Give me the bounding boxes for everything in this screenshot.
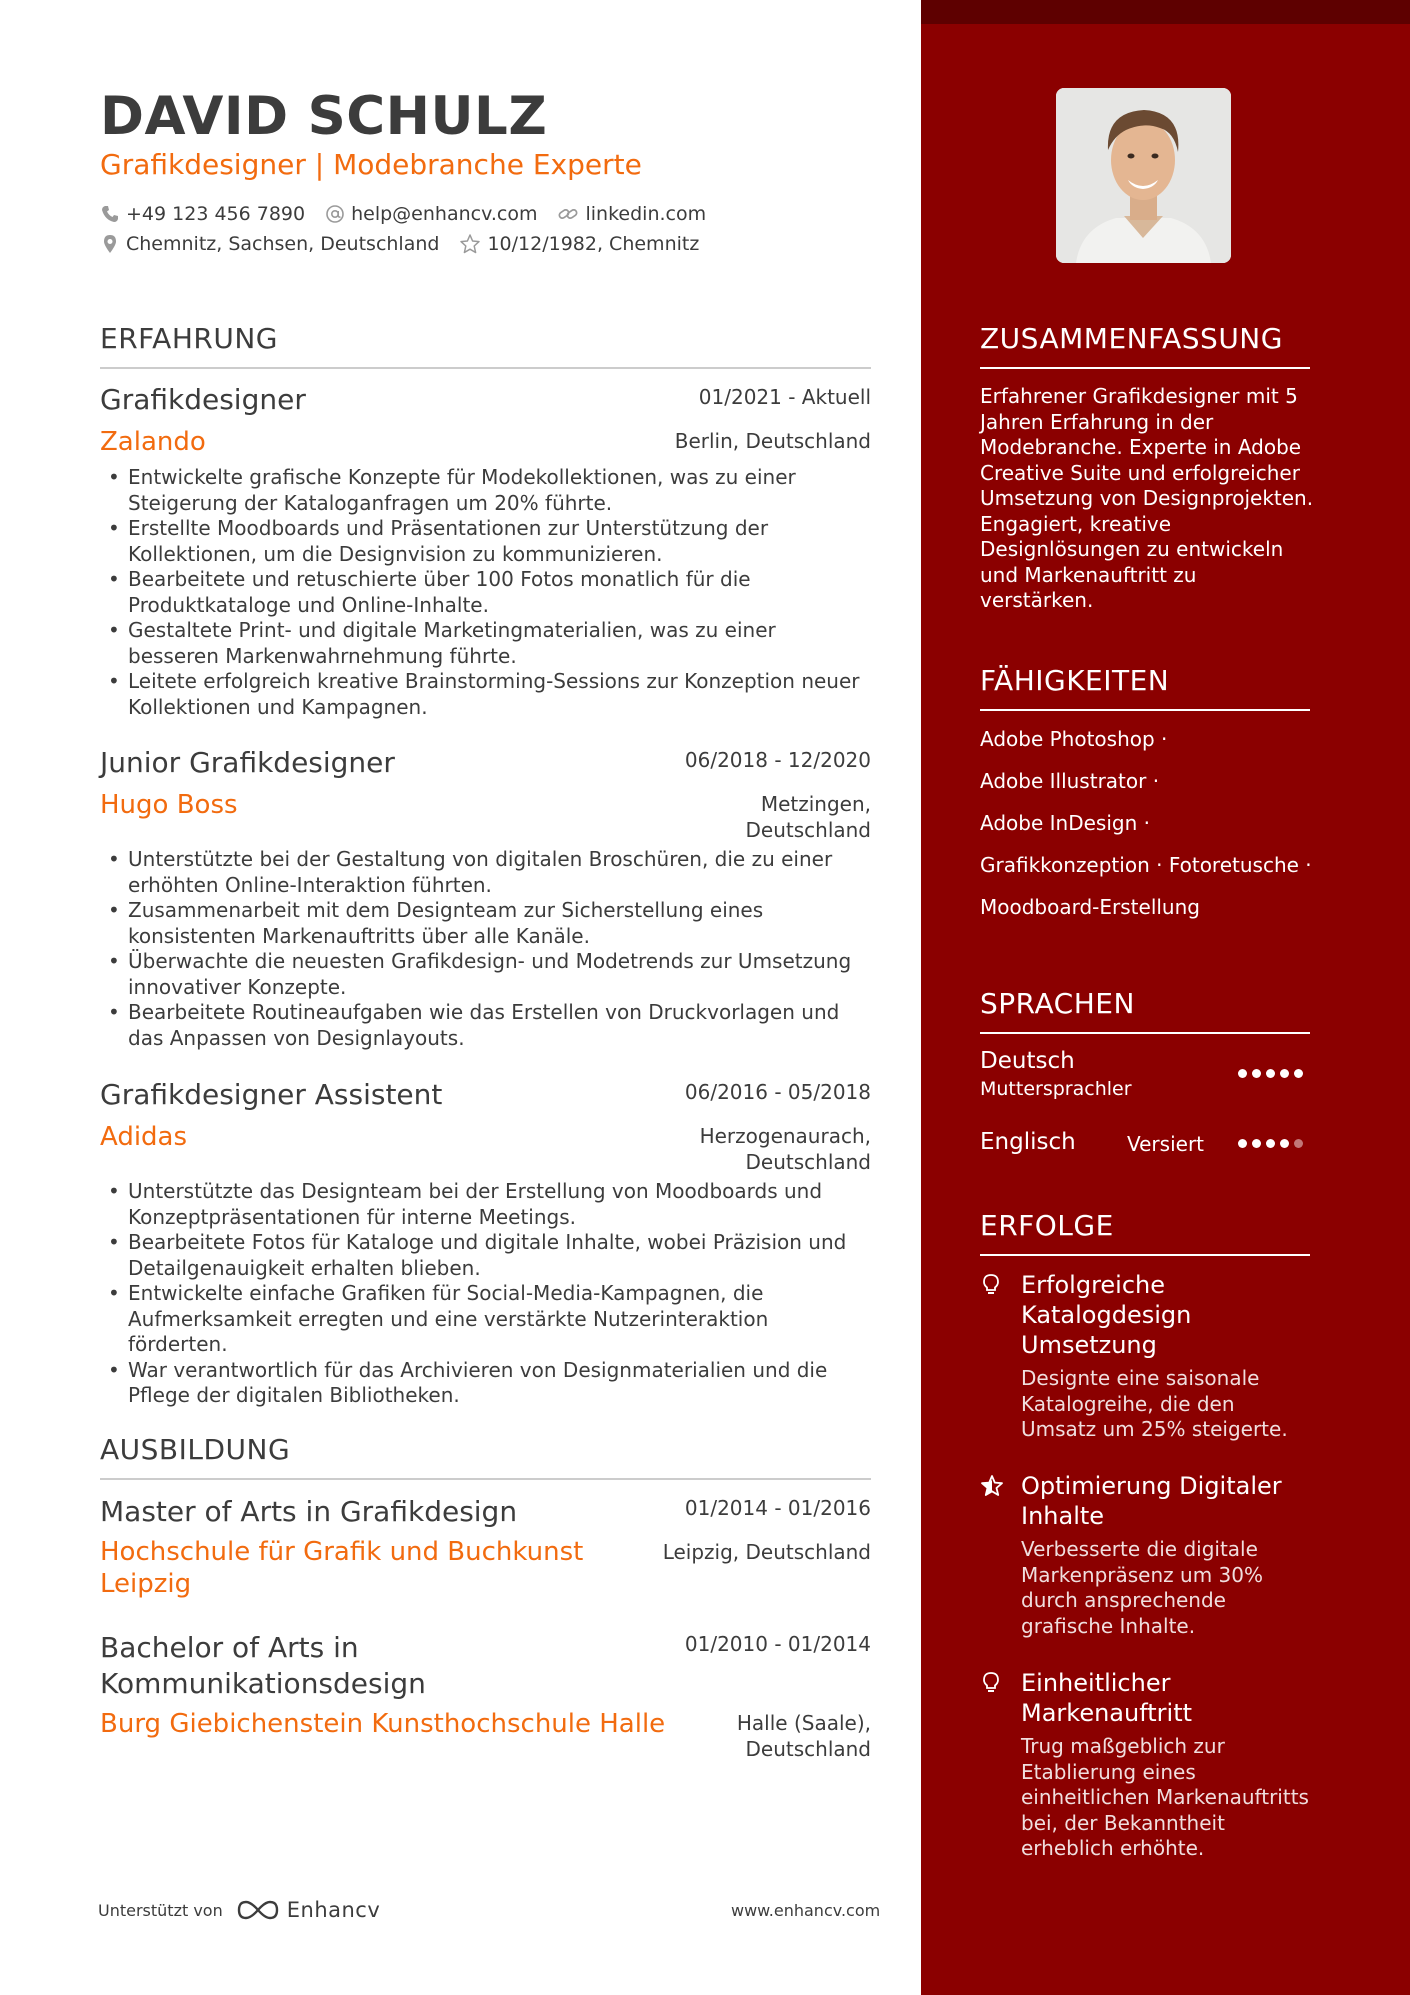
job-location-line: Herzogenaurach, bbox=[699, 1124, 871, 1148]
job-location-line: Deutschland bbox=[745, 818, 871, 842]
education-entry bbox=[100, 1630, 871, 1770]
job-bullet: • Zusammenarbeit mit dem Designteam zur Sicherstellung eines konsistenten Markenauftritts über alle Kanäle. bbox=[100, 898, 871, 949]
job-date: 01/2021 - Aktuell bbox=[698, 385, 871, 409]
enhancv-logo-icon bbox=[235, 1898, 281, 1922]
birth-text: 10/12/1982, Chemnitz bbox=[487, 233, 700, 255]
skill-item: Adobe Photoshop · bbox=[980, 727, 1168, 751]
education-location bbox=[737, 1710, 871, 1762]
language-rating bbox=[1238, 1139, 1308, 1148]
achievements-divider bbox=[980, 1254, 1310, 1256]
achievement-item bbox=[980, 1668, 1315, 1868]
summary-text: Erfahrener Grafikdesigner mit 5 Jahren Erfahrung in der Modebranche. Experte in Adobe Creative Suite und erfolgreicher Umsetzung von Designprojekten. Engagiert, kreative Designlösungen zu entwickeln und Markenauftritt zu verstärken. bbox=[980, 384, 1314, 612]
skills-divider bbox=[980, 709, 1310, 711]
job-bullet: • Überwachte die neuesten Grafikdesign- und Modetrends zur Umsetzung innovativer Konzepte. bbox=[100, 949, 871, 1000]
education-school: Burg Giebichenstein Kunsthochschule Halle bbox=[100, 1709, 666, 1739]
rating-dot bbox=[1280, 1069, 1289, 1078]
education-school: Hochschule für Grafik und Buchkunst Leipzig bbox=[100, 1537, 584, 1599]
education-location-line: Deutschland bbox=[745, 1737, 871, 1761]
rating-dot bbox=[1252, 1139, 1261, 1148]
education-heading: AUSBILDUNG bbox=[100, 1433, 291, 1466]
profile-photo bbox=[1056, 88, 1231, 263]
location-pin-icon bbox=[100, 234, 120, 254]
rating-dot bbox=[1280, 1139, 1289, 1148]
rating-dot bbox=[1266, 1139, 1275, 1148]
job-company: Adidas bbox=[100, 1122, 188, 1152]
language-name: Deutsch bbox=[980, 1048, 1075, 1074]
rating-dot bbox=[1294, 1069, 1303, 1078]
summary-divider bbox=[980, 367, 1310, 369]
job-bullet: • Unterstützte das Designteam bei der Erstellung von Moodboards und Konzeptpräsentationen für interne Meetings. bbox=[100, 1179, 871, 1230]
experience-divider bbox=[100, 367, 871, 369]
education-date: 01/2010 - 01/2014 bbox=[684, 1632, 871, 1656]
experience-heading: ERFAHRUNG bbox=[100, 322, 278, 355]
achievement-desc: Verbesserte die digitale Markenpräsenz um 30% durch ansprechende grafische Inhalte. bbox=[1021, 1537, 1263, 1638]
phone-text: +49 123 456 7890 bbox=[126, 203, 306, 225]
achievement-desc: Trug maßgeblich zur Etablierung eines einheitlichen Markenauftritts bei, der Bekanntheit erheblich erhöhte. bbox=[1021, 1734, 1309, 1860]
job-location bbox=[700, 1123, 871, 1175]
sidebar-top-band bbox=[921, 0, 1410, 24]
job-location: Berlin, Deutschland bbox=[674, 429, 871, 453]
language-rating bbox=[1238, 1069, 1308, 1078]
skill-item: Moodboard-Erstellung bbox=[980, 895, 1200, 919]
sidebar bbox=[921, 0, 1410, 1995]
contact-birth bbox=[459, 233, 699, 255]
job-bullet: • Leitete erfolgreich kreative Brainstorming-Sessions zur Konzeption neuer Kollektionen und Kampagnen. bbox=[100, 669, 871, 720]
achievement-item bbox=[980, 1471, 1315, 1646]
job-role: Grafikdesigner bbox=[100, 383, 306, 416]
footer-branding bbox=[98, 1898, 380, 1922]
job-bullet: • Erstellte Moodboards und Präsentationen zur Unterstützung der Kollektionen, um die Designvision zu kommunizieren. bbox=[100, 516, 871, 567]
job-bullet: • Entwickelte grafische Konzepte für Modekollektionen, was zu einer Steigerung der Kataloganfragen um 20% führte. bbox=[100, 465, 871, 516]
phone-icon bbox=[100, 204, 120, 224]
achievements-heading: ERFOLGE bbox=[980, 1209, 1114, 1242]
achievement-title: Optimierung Digitaler Inhalte bbox=[1021, 1472, 1282, 1530]
language-name: Englisch bbox=[980, 1129, 1076, 1155]
rating-dot bbox=[1238, 1139, 1247, 1148]
education-location-line: Halle (Saale), bbox=[736, 1711, 871, 1735]
star-icon bbox=[980, 1474, 1004, 1498]
rating-dot bbox=[1294, 1139, 1303, 1148]
rating-dot bbox=[1252, 1069, 1261, 1078]
achievement-title: Erfolgreiche Katalogdesign Umsetzung bbox=[1021, 1271, 1192, 1359]
job-role: Grafikdesigner Assistent bbox=[100, 1078, 443, 1111]
job-bullets bbox=[100, 465, 871, 720]
skills-heading: FÄHIGKEITEN bbox=[980, 664, 1170, 697]
star-outline-icon bbox=[459, 233, 481, 255]
education-degree: Master of Arts in Grafikdesign bbox=[100, 1495, 518, 1528]
job-bullet: • Bearbeitete Fotos für Kataloge und digitale Inhalte, wobei Präzision und Detailgenauigkeit erhalten blieben. bbox=[100, 1230, 871, 1281]
contact-email[interactable] bbox=[325, 203, 537, 225]
contact-row bbox=[100, 203, 726, 225]
email-text: help@enhancv.com bbox=[351, 203, 538, 225]
contact-phone[interactable] bbox=[100, 203, 305, 225]
job-bullets bbox=[100, 847, 871, 1051]
job-entry bbox=[100, 1078, 871, 1407]
language-level: Muttersprachler bbox=[980, 1078, 1132, 1100]
job-entry bbox=[100, 746, 871, 1056]
job-bullet: • Unterstützte bei der Gestaltung von digitalen Broschüren, die zu einer erhöhten Online-Interaktion führten. bbox=[100, 847, 871, 898]
contact-row-2 bbox=[100, 233, 719, 255]
skill-item: Adobe InDesign · bbox=[980, 811, 1150, 835]
job-company: Hugo Boss bbox=[100, 790, 238, 820]
job-location-line: Deutschland bbox=[745, 1150, 871, 1174]
location-text: Chemnitz, Sachsen, Deutschland bbox=[126, 233, 440, 255]
candidate-name: DAVID SCHULZ bbox=[100, 86, 548, 147]
powered-by-text: Unterstützt von bbox=[98, 1900, 223, 1920]
achievement-title: Einheitlicher Markenauftritt bbox=[1021, 1669, 1193, 1727]
job-company: Zalando bbox=[100, 427, 206, 457]
lightbulb-icon bbox=[980, 1671, 1002, 1695]
at-icon bbox=[325, 204, 345, 224]
rating-dot bbox=[1238, 1069, 1247, 1078]
footer-url[interactable]: www.enhancv.com bbox=[731, 1901, 881, 1920]
job-bullet: • Bearbeitete Routineaufgaben wie das Erstellen von Druckvorlagen und das Anpassen von Designlayouts. bbox=[100, 1000, 871, 1051]
job-bullets bbox=[100, 1179, 871, 1409]
education-location: Leipzig, Deutschland bbox=[662, 1540, 871, 1564]
rating-dot bbox=[1266, 1069, 1275, 1078]
education-divider bbox=[100, 1478, 871, 1480]
job-role: Junior Grafikdesigner bbox=[100, 746, 395, 779]
achievement-desc: Designte eine saisonale Katalogreihe, die den Umsatz um 25% steigerte. bbox=[1021, 1366, 1288, 1441]
job-location-line: Metzingen, bbox=[760, 792, 871, 816]
achievement-item bbox=[980, 1270, 1315, 1450]
skill-item: Adobe Illustrator · bbox=[980, 769, 1160, 793]
languages-heading: SPRACHEN bbox=[980, 987, 1135, 1020]
candidate-title: Grafikdesigner | Modebranche Experte bbox=[100, 148, 642, 181]
job-bullet: • War verantwortlich für das Archivieren von Designmaterialien und die Pflege der digitalen Bibliotheken. bbox=[100, 1358, 871, 1409]
education-degree: Bachelor of Arts in Kommunikationsdesign bbox=[100, 1631, 426, 1700]
linkedin-text: linkedin.com bbox=[585, 203, 707, 225]
skill-item: Grafikkonzeption · Fotoretusche · bbox=[980, 853, 1312, 877]
education-date: 01/2014 - 01/2016 bbox=[684, 1496, 871, 1520]
contact-linkedin[interactable] bbox=[557, 203, 706, 225]
job-date: 06/2016 - 05/2018 bbox=[684, 1080, 871, 1104]
languages-divider bbox=[980, 1032, 1310, 1034]
job-date: 06/2018 - 12/2020 bbox=[684, 748, 871, 772]
job-bullet: • Gestaltete Print- und digitale Marketingmaterialien, was zu einer besseren Markenwahrnehmung führte. bbox=[100, 618, 871, 669]
link-icon bbox=[557, 204, 579, 224]
language-level: Versiert bbox=[1127, 1132, 1205, 1156]
contact-location bbox=[100, 233, 439, 255]
lightbulb-icon bbox=[980, 1273, 1002, 1297]
job-location bbox=[746, 791, 872, 843]
education-entry bbox=[100, 1494, 871, 1604]
avatar-illustration bbox=[1056, 88, 1231, 263]
job-bullet: • Entwickelte einfache Grafiken für Social-Media-Kampagnen, die Aufmerksamkeit erregten und eine verstärkte Nutzerinteraktion förderten. bbox=[100, 1281, 871, 1358]
job-bullet: • Bearbeitete und retuschierte über 100 Fotos monatlich für die Produktkataloge und Online-Inhalte. bbox=[100, 567, 871, 618]
summary-heading: ZUSAMMENFASSUNG bbox=[980, 322, 1283, 355]
brand-name: Enhancv bbox=[286, 1898, 381, 1922]
job-entry bbox=[100, 383, 871, 723]
